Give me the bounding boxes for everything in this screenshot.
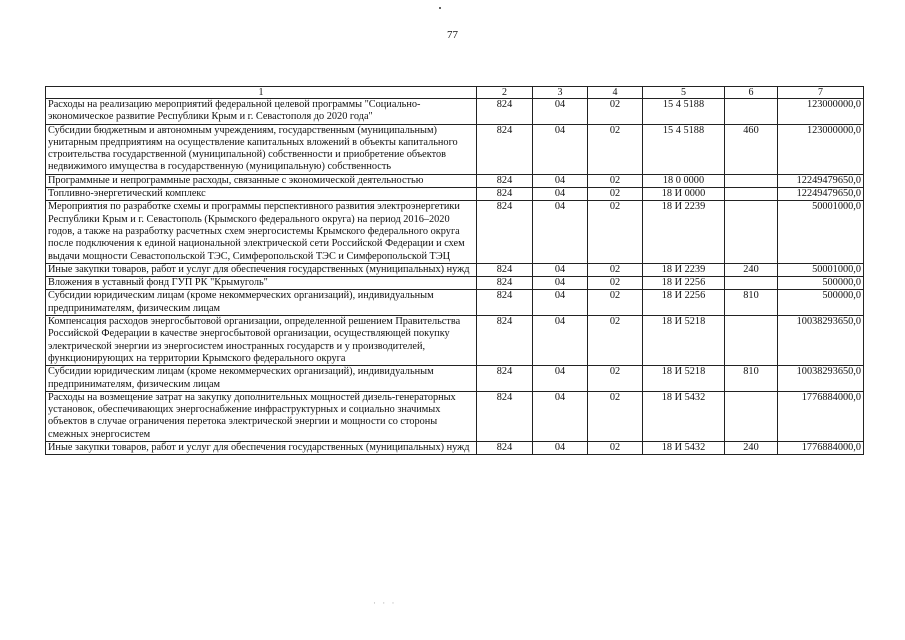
row-code-6: [725, 201, 778, 263]
row-code-3: 04: [533, 99, 588, 125]
row-amount: 123000000,0: [778, 99, 864, 125]
row-code-3: 04: [533, 174, 588, 187]
row-amount: 10038293650,0: [778, 366, 864, 392]
row-code-5: 18 И 5432: [643, 391, 725, 441]
row-code-6: 810: [725, 290, 778, 316]
row-code-6: [725, 277, 778, 290]
scan-speck: [439, 7, 441, 9]
row-code-5: 18 И 5218: [643, 316, 725, 366]
header-col-1: 1: [46, 87, 477, 99]
row-code-4: 02: [588, 188, 643, 201]
row-code-2: 824: [477, 124, 533, 174]
row-description: Вложения в уставный фонд ГУП РК "Крымуголь": [46, 277, 477, 290]
row-code-4: 02: [588, 366, 643, 392]
row-code-4: 02: [588, 442, 643, 455]
scan-artifact: · · ·: [373, 598, 397, 608]
row-description: Субсидии бюджетным и автономным учреждениям, государственным (муниципальным) унитарным предприятиям на осуществление капитальных вложений в объекты капитального строительства государственной (муниципальной) собственности и приобретение объектов недвижимого имущества в государственную (муниципальную) собственность: [46, 124, 477, 174]
row-description: Компенсация расходов энергосбытовой организации, определенной решением Правительства Российской Федерации в качестве энергосбытовой организации, осуществляющей покупку электрической энергии из энергосистем иностранных государств и у производителей, функционирующих на территории Крымского федерального округа: [46, 316, 477, 366]
row-code-2: 824: [477, 174, 533, 187]
row-amount: 12249479650,0: [778, 188, 864, 201]
row-amount: 1776884000,0: [778, 391, 864, 441]
row-code-5: 18 И 2256: [643, 277, 725, 290]
row-code-2: 824: [477, 277, 533, 290]
row-code-3: 04: [533, 316, 588, 366]
header-col-3: 3: [533, 87, 588, 99]
row-code-3: 04: [533, 201, 588, 263]
row-code-2: 824: [477, 442, 533, 455]
table-row: [46, 99, 864, 125]
row-code-5: 18 И 2239: [643, 201, 725, 263]
row-code-6: 240: [725, 442, 778, 455]
row-code-6: [725, 99, 778, 125]
row-amount: 1776884000,0: [778, 442, 864, 455]
table-row: [46, 188, 864, 201]
row-amount: 500000,0: [778, 290, 864, 316]
header-col-7: 7: [778, 87, 864, 99]
row-code-2: 824: [477, 188, 533, 201]
row-code-6: 240: [725, 263, 778, 276]
row-code-2: 824: [477, 290, 533, 316]
row-code-4: 02: [588, 277, 643, 290]
row-description: Субсидии юридическим лицам (кроме некоммерческих организаций), индивидуальным предпринимателям, физическим лицам: [46, 366, 477, 392]
row-code-3: 04: [533, 124, 588, 174]
row-code-5: 15 4 5188: [643, 124, 725, 174]
row-code-5: 18 И 5218: [643, 366, 725, 392]
table-row: [46, 277, 864, 290]
budget-table: [45, 86, 864, 455]
row-amount: 500000,0: [778, 277, 864, 290]
row-description: Топливно-энергетический комплекс: [46, 188, 477, 201]
row-code-2: 824: [477, 201, 533, 263]
row-code-5: 18 И 5432: [643, 442, 725, 455]
row-code-6: [725, 188, 778, 201]
header-row: [46, 87, 864, 99]
row-code-4: 02: [588, 124, 643, 174]
row-code-4: 02: [588, 99, 643, 125]
row-code-6: [725, 316, 778, 366]
row-code-3: 04: [533, 277, 588, 290]
row-description: Расходы на реализацию мероприятий федеральной целевой программы "Социально-экономическое развитие Республики Крым и г. Севастополя до 2020 года": [46, 99, 477, 125]
row-code-4: 02: [588, 290, 643, 316]
row-code-5: 18 И 0000: [643, 188, 725, 201]
row-code-4: 02: [588, 263, 643, 276]
row-description: Иные закупки товаров, работ и услуг для обеспечения государственных (муниципальных) нужд: [46, 442, 477, 455]
row-description: Субсидии юридическим лицам (кроме некоммерческих организаций), индивидуальным предпринимателям, физическим лицам: [46, 290, 477, 316]
row-code-5: 18 И 2256: [643, 290, 725, 316]
table-row: [46, 124, 864, 174]
row-code-2: 824: [477, 316, 533, 366]
row-code-2: 824: [477, 99, 533, 125]
page-number: 77: [447, 29, 458, 41]
row-code-3: 04: [533, 366, 588, 392]
row-amount: 50001000,0: [778, 201, 864, 263]
row-code-6: [725, 174, 778, 187]
row-code-4: 02: [588, 174, 643, 187]
row-code-4: 02: [588, 391, 643, 441]
row-code-6: [725, 391, 778, 441]
header-col-5: 5: [643, 87, 725, 99]
header-col-4: 4: [588, 87, 643, 99]
row-code-3: 04: [533, 263, 588, 276]
row-code-3: 04: [533, 188, 588, 201]
row-amount: 12249479650,0: [778, 174, 864, 187]
table-row: [46, 366, 864, 392]
table-row: [46, 391, 864, 441]
header-col-2: 2: [477, 87, 533, 99]
table-row: [46, 316, 864, 366]
table-row: [46, 174, 864, 187]
row-amount: 123000000,0: [778, 124, 864, 174]
table-row: [46, 263, 864, 276]
row-description: Расходы на возмещение затрат на закупку дополнительных мощностей дизель-генераторных установок, обеспечивающих энергоснабжение инфраструктурных и социально значимых объектов в случае ограничения перетока электрической энергии и мощности со стороны смежных энергосистем: [46, 391, 477, 441]
row-description: Мероприятия по разработке схемы и программы перспективного развития электроэнергетики Республики Крым и г. Севастополь (Крымского федерального округа) на период 2016–2020 годов, а также на разработку расчетных схем энергосистемы Крымского федерального округа после подключения к единой национальной электрической сети Российской Федерации и схем выдачи мощности Севастопольской ТЭС, Симферопольской ТЭС и Симферопольской ТЭЦ: [46, 201, 477, 263]
row-description: Программные и непрограммные расходы, связанные с экономической деятельностью: [46, 174, 477, 187]
row-description: Иные закупки товаров, работ и услуг для обеспечения государственных (муниципальных) нужд: [46, 263, 477, 276]
row-amount: 50001000,0: [778, 263, 864, 276]
table-row: [46, 290, 864, 316]
row-code-3: 04: [533, 391, 588, 441]
table-row: [46, 442, 864, 455]
row-code-5: 18 0 0000: [643, 174, 725, 187]
row-code-2: 824: [477, 391, 533, 441]
row-amount: 10038293650,0: [778, 316, 864, 366]
row-code-6: 460: [725, 124, 778, 174]
row-code-5: 15 4 5188: [643, 99, 725, 125]
row-code-4: 02: [588, 316, 643, 366]
row-code-3: 04: [533, 442, 588, 455]
row-code-2: 824: [477, 263, 533, 276]
row-code-2: 824: [477, 366, 533, 392]
row-code-6: 810: [725, 366, 778, 392]
row-code-4: 02: [588, 201, 643, 263]
header-col-6: 6: [725, 87, 778, 99]
row-code-5: 18 И 2239: [643, 263, 725, 276]
row-code-3: 04: [533, 290, 588, 316]
table-row: [46, 201, 864, 263]
